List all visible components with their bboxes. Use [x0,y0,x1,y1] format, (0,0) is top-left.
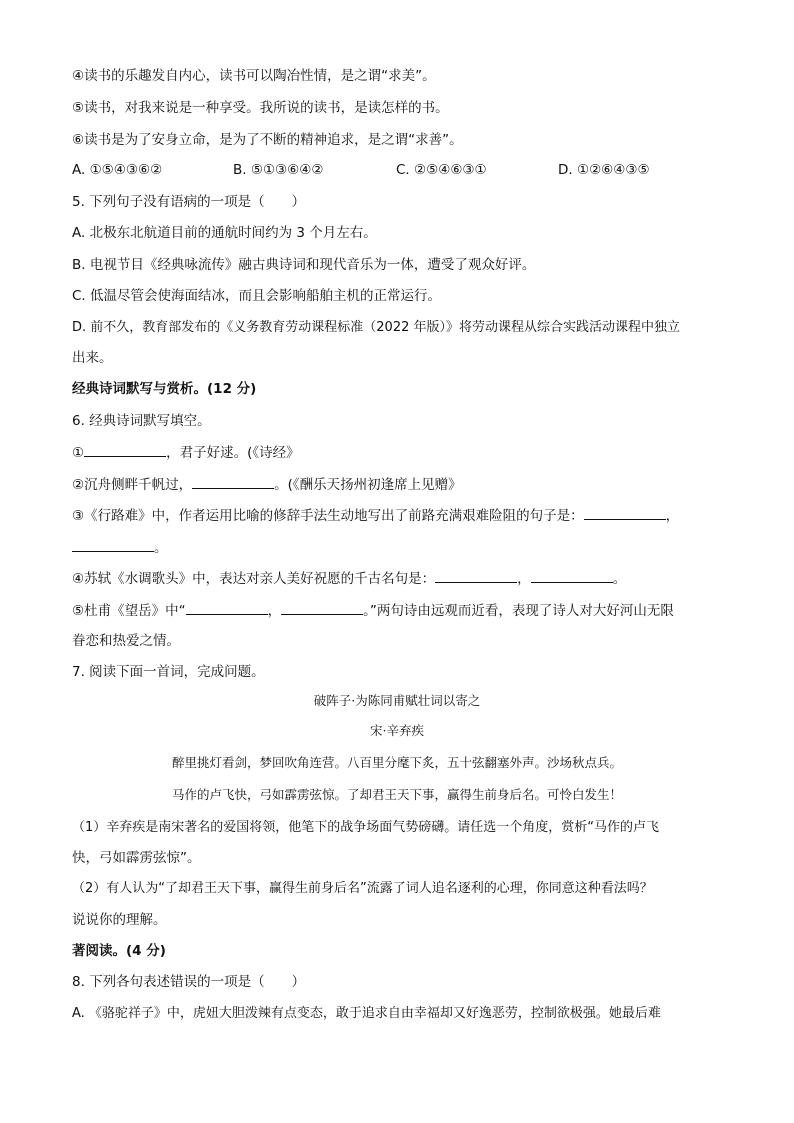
question-8-option-a: A. 《骆驼祥子》中，虎妞大胆泼辣有点变态，敢于追求自由幸福却又好逸恶劳，控制欲极强。她最后难 [72,1006,661,1021]
item-3-text: ③《行路难》中，作者运用比喻的修辞手法生动地写出了前路充满艰难险阻的句子是： [72,508,584,524]
statement-6: ⑥读书是为了安身立命，是为了不断的精神追求，是之谓“求善”。 [72,132,463,148]
poem-line-1: 醉里挑灯看剑，梦回吹角连营。八百里分麾下炙，五十弦翻塞外声。沙场秋点兵。 [171,755,622,770]
question-6: 6. 经典诗词默写填空。 [72,413,211,429]
section-heading-reading: 著阅读。(4 分) [72,943,166,959]
item-5-rest: 。”两句诗由远观而近看，表现了诗人对大好河山无限 [363,603,674,619]
question-7-part-1: （1）辛弃疾是南宋著名的爱国将领，他笔下的战争场面气势磅礴。请任选一个角度，赏析“马作的卢飞 [72,820,660,835]
item-2-text: ②沉舟侧畔千帆过， [72,477,193,493]
item-5-comma: ， [267,603,282,619]
option-d: D. ①②⑥④③⑤ [558,162,650,178]
option-c: C. ②⑤④⑥③① [396,162,487,178]
item-2-source: 。(《酬乐天扬州初逢席上见赠》 [274,477,462,493]
question-5: 5. 下列句子没有语病的一项是（ ） [72,194,306,210]
answer-blank[interactable] [531,568,613,583]
option-b: B. ⑤①③⑥④② [233,162,324,178]
question-6-item-5-cont: 眷恋和热爱之情。 [72,633,180,649]
item-4-text: ④苏轼《水调歌头》中，表达对亲人美好祝愿的千古名句是： [72,571,436,587]
question-6-item-4 [72,568,626,589]
answer-blank[interactable] [84,442,166,457]
answer-blank[interactable] [186,600,268,615]
poem-title: 破阵子·为陈同甫赋壮词以寄之 [313,693,481,708]
question-6-item-3-cont [72,537,168,558]
item-4-comma: ， [517,571,531,587]
question-5-option-d: D. 前不久，教育部发布的《义务教育劳动课程标准（2022 年版）》将劳动课程从综合实践活动课程中独立 [72,320,680,335]
item-3-comma: ， [665,508,680,524]
question-6-item-5 [72,600,674,621]
item-1-text: ，君子好逑。(《诗经》 [166,445,300,461]
poem-line-2: 马作的卢飞快，弓如霹雳弦惊。了却君王天下事，赢得生前身后名。可怜白发生！ [171,787,622,802]
question-5-option-b: B. 电视节目《经典咏流传》融古典诗词和现代音乐为一体，遭受了观众好评。 [72,257,536,273]
question-7-part-2-cont: 说说你的理解。 [72,912,167,928]
question-7-part-1-cont: 快，弓如霹雳弦惊”。 [72,850,201,866]
answer-blank[interactable] [435,568,517,583]
answer-blank[interactable] [192,474,274,489]
statement-5: ⑤读书，对我来说是一种享受。我所说的读书，是读怎样的书。 [72,100,449,116]
question-6-item-3 [72,505,679,526]
answer-blank[interactable] [281,600,363,615]
item-3-period: 。 [154,540,168,556]
statement-4: ④读书的乐趣发自内心，读书可以陶冶性情，是之谓“求美”。 [72,68,436,84]
item-5-text: ⑤杜甫《望岳》中“ [72,603,186,619]
question-6-item-2 [72,474,462,495]
question-7-part-2: （2）有人认为“了却君王天下事，赢得生前身后名”流露了词人追名逐利的心理，你同意这种看法吗？ [72,881,653,896]
answer-blank[interactable] [584,505,666,520]
option-a: A. ①⑤④③⑥② [72,162,163,178]
answer-blank[interactable] [72,537,154,552]
question-5-option-d-cont: 出来。 [72,350,113,366]
question-7: 7. 阅读下面一首词，完成问题。 [72,664,265,680]
question-5-option-a: A. 北极东北航道目前的通航时间约为 3 个月左右。 [72,225,377,241]
question-6-item-1 [72,442,300,463]
item-1-prefix: ① [72,445,85,461]
question-5-option-c: C. 低温尽管会使海面结冰，而且会影响船舶主机的正常运行。 [72,288,442,304]
question-8: 8. 下列各句表述错误的一项是（ ） [72,974,306,990]
section-heading-poetry: 经典诗词默写与赏析。(12 分) [72,381,257,397]
item-4-period: 。 [612,571,627,587]
poem-author: 宋·辛弃疾 [370,723,424,738]
